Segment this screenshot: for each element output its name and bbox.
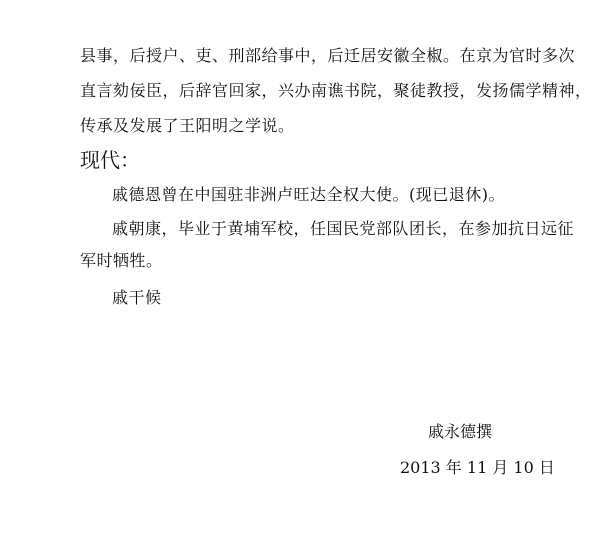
entry-2-line-2: 军时牺牲。 [80,251,163,270]
signature-author: 戚永德撰 [428,422,493,441]
modern-section-heading: 现代： [80,148,140,172]
entry-2-line-1: 戚朝康，毕业于黄埔军校，任国民党部队团长，在参加抗日远征 [112,219,575,238]
signature-date: 2013 年 11 月 10 日 [400,458,555,477]
entry-3-line-1: 戚干候 [112,288,162,307]
entry-1-line-1: 戚德恩曾在中国驻非洲卢旺达全权大使。(现已退休)。 [112,185,505,204]
intro-line-2: 直言劾佞臣，后辞官回家，兴办南谯书院，聚徒教授，发扬儒学精神， [80,81,592,100]
intro-line-3: 传承及发展了王阳明之学说。 [80,116,295,135]
intro-line-1: 县事，后授户、吏、刑部给事中，后迁居安徽全椒。在京为官时多次 [80,46,576,65]
